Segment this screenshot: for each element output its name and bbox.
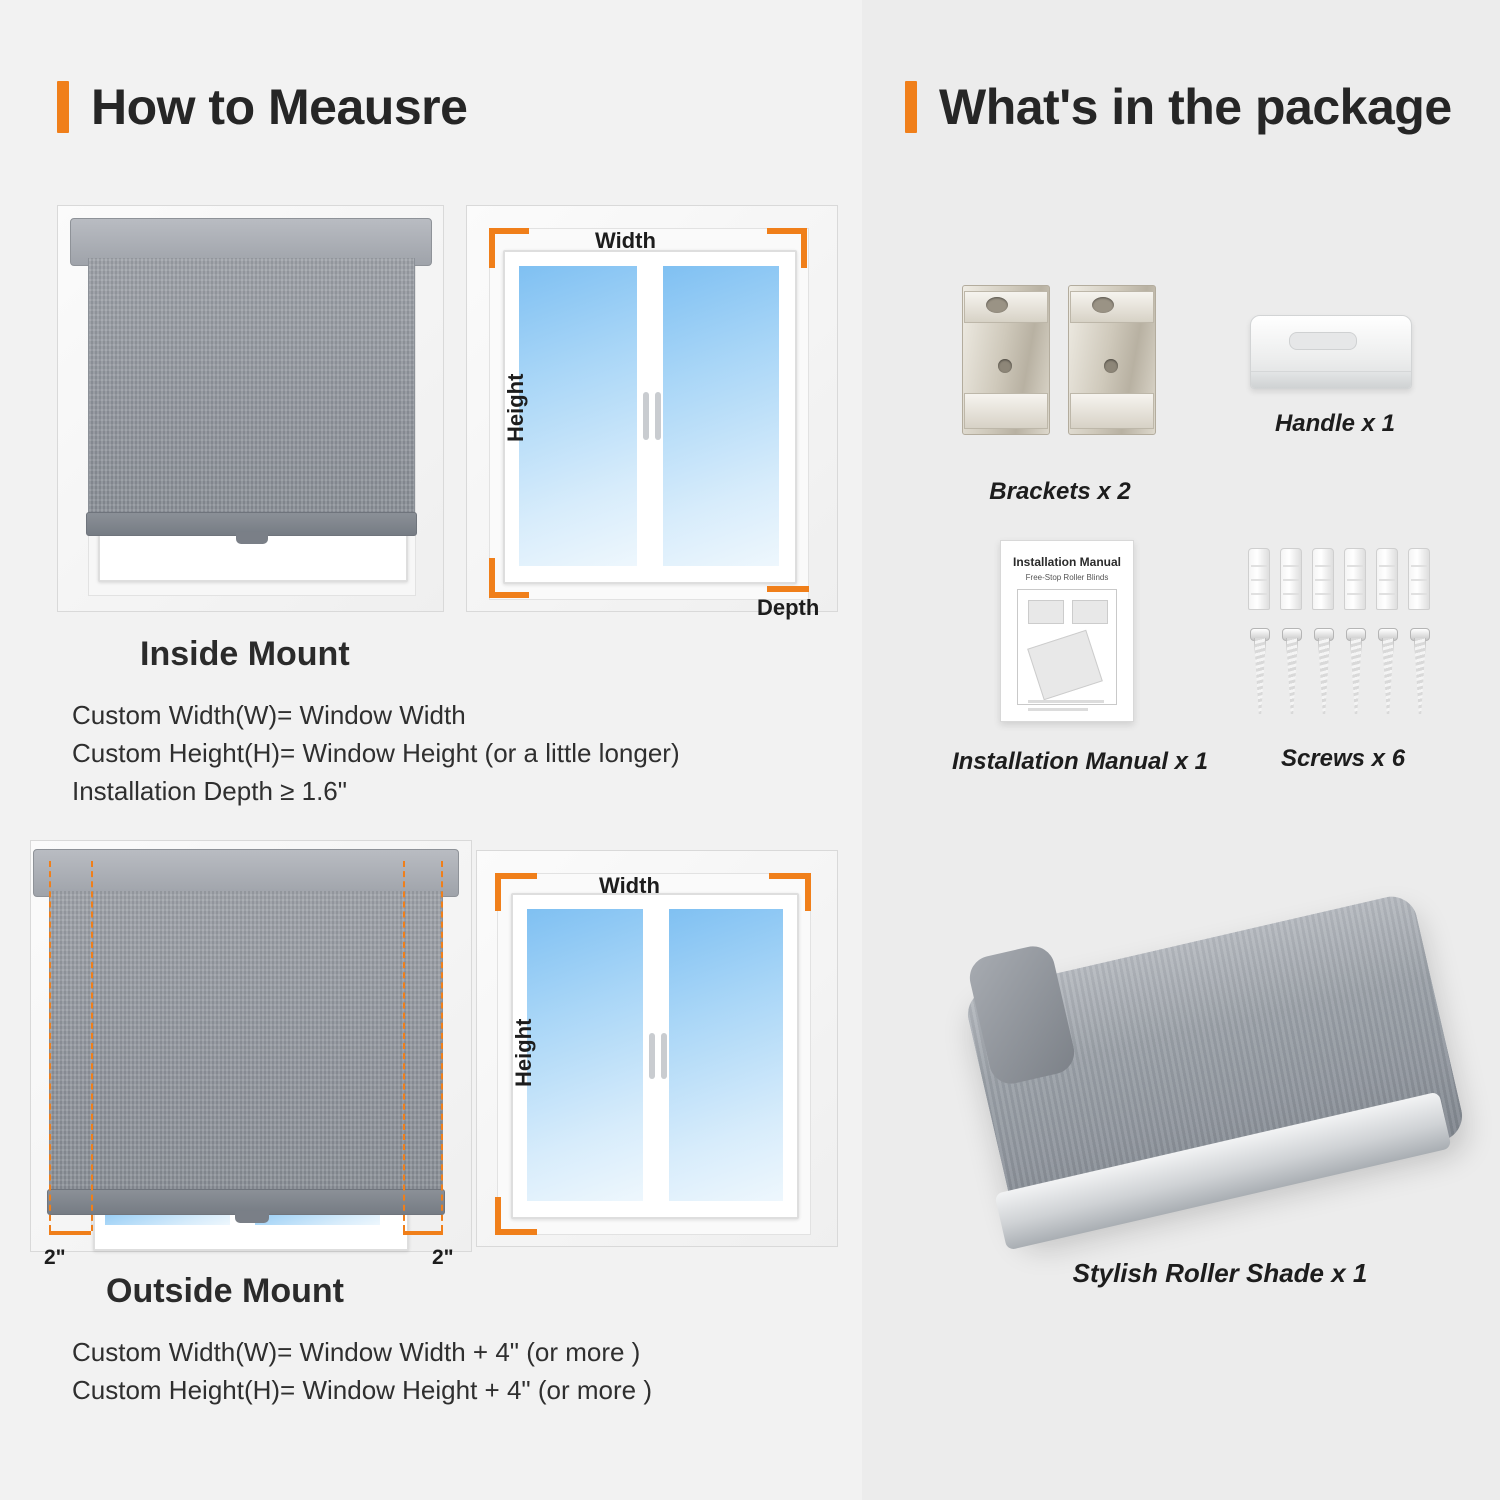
screw-shaft — [1350, 638, 1362, 714]
anchor-rib — [1379, 593, 1395, 595]
window-handle-icon — [655, 392, 661, 440]
window-handle-icon — [643, 392, 649, 440]
outside-mount-photo — [30, 840, 472, 1252]
shade-pull-tab — [236, 532, 268, 544]
screws-label: Screws x 6 — [1280, 745, 1406, 772]
accent-bar-icon — [905, 81, 917, 133]
window-glass-right — [659, 266, 779, 566]
anchor-rib — [1347, 565, 1363, 567]
measure-mark — [801, 228, 807, 268]
bracket-hole — [998, 359, 1012, 373]
screw-shaft — [1286, 638, 1298, 714]
screw — [1410, 628, 1430, 720]
label-overhang-right: 2" — [432, 1246, 454, 1269]
installation-manual-item — [1000, 540, 1134, 722]
anchor-rib — [1315, 593, 1331, 595]
window-handle-icon — [649, 1033, 655, 1079]
anchor-rib — [1315, 579, 1331, 581]
window-edge-guide-left — [91, 861, 93, 1231]
measure-mark — [495, 1229, 537, 1235]
screw-shaft — [1254, 638, 1266, 714]
screw-shaft — [1318, 638, 1330, 714]
inside-mount-note-1: Custom Width(W)= Window Width — [72, 700, 466, 730]
window-handle-icon — [661, 1033, 667, 1079]
window-frame — [511, 893, 799, 1219]
anchor-rib — [1379, 565, 1395, 567]
section-heading-package — [905, 78, 1452, 136]
anchor-rib — [1379, 579, 1395, 581]
outside-mount-note-2: Custom Height(H)= Window Height + 4" (or more ) — [72, 1375, 652, 1405]
handle-item — [1250, 315, 1412, 389]
label-depth: Depth — [757, 595, 820, 620]
outside-mount-note-1: Custom Width(W)= Window Width + 4" (or more ) — [72, 1337, 641, 1367]
inside-mount-note-2: Custom Height(H)= Window Height (or a little longer) — [72, 738, 680, 768]
anchor-rib — [1251, 565, 1267, 567]
measure-mark — [805, 873, 811, 911]
wall-anchor — [1312, 548, 1334, 610]
manual-label: Installation Manual x 1 — [951, 748, 1209, 775]
shade-fabric — [88, 258, 415, 516]
wall-anchor — [1408, 548, 1430, 610]
screw — [1314, 628, 1334, 720]
window-frame — [503, 250, 797, 584]
brackets-label: Brackets x 2 — [989, 478, 1131, 505]
measure-mark — [489, 228, 529, 234]
label-height: Height — [511, 1018, 536, 1087]
screw — [1250, 628, 1270, 720]
bracket-plate — [1070, 393, 1154, 429]
handle-label: Handle x 1 — [1274, 410, 1396, 437]
label-overhang-left: 2" — [44, 1246, 66, 1269]
anchor-rib — [1251, 579, 1267, 581]
screw-shaft — [1414, 638, 1426, 714]
window-glass-left — [527, 909, 645, 1201]
anchor-rib — [1411, 579, 1427, 581]
anchor-rib — [1251, 593, 1267, 595]
manual-text-line — [1028, 708, 1088, 711]
label-height: Height — [503, 373, 528, 442]
handle-grip-slot — [1289, 332, 1357, 350]
anchor-rib — [1347, 579, 1363, 581]
outside-mount-caption: Outside Mount — [106, 1272, 344, 1310]
inside-mount-caption: Inside Mount — [140, 635, 350, 673]
manual-figure — [1028, 600, 1064, 624]
outside-mount-diagram — [476, 850, 838, 1247]
anchor-rib — [1283, 579, 1299, 581]
bracket-hole — [986, 297, 1008, 313]
window-glass-left — [519, 266, 639, 566]
inside-mount-note-3: Installation Depth ≥ 1.6" — [72, 776, 347, 806]
wall-anchor — [1344, 548, 1366, 610]
anchor-rib — [1283, 565, 1299, 567]
wall-anchor — [1248, 548, 1270, 610]
wall-anchor — [1376, 548, 1398, 610]
inside-mount-photo — [57, 205, 444, 612]
manual-cover-subtitle: Free-Stop Roller Blinds — [1025, 573, 1109, 582]
measure-mark — [489, 228, 495, 268]
bracket-item-1 — [962, 285, 1050, 435]
overhang-guide-left — [49, 861, 51, 1231]
heading-text: What's in the package — [939, 79, 1452, 135]
anchor-rib — [1347, 593, 1363, 595]
screw — [1282, 628, 1302, 720]
roller-shade-label: Stylish Roller Shade x 1 — [1072, 1258, 1368, 1288]
roller-shade-product — [985, 940, 1445, 1190]
window-glass-right — [665, 909, 783, 1201]
shade-fabric — [49, 891, 443, 1191]
accent-bar-icon — [57, 81, 69, 133]
anchor-rib — [1411, 565, 1427, 567]
screw — [1378, 628, 1398, 720]
manual-cover-title: Installation Manual — [1012, 555, 1121, 569]
anchor-rib — [1283, 593, 1299, 595]
measure-mark-depth — [767, 586, 809, 592]
screw-shaft — [1382, 638, 1394, 714]
overhang-guide-right — [441, 861, 443, 1231]
overhang-measure-right — [403, 1231, 443, 1235]
bracket-plate — [964, 393, 1048, 429]
wall-anchor — [1280, 548, 1302, 610]
section-heading-how-to-measure — [57, 78, 467, 136]
inside-mount-diagram — [466, 205, 838, 612]
manual-cover-illustration — [1017, 589, 1117, 705]
heading-text: How to Meausre — [91, 79, 468, 135]
bracket-hole — [1092, 297, 1114, 313]
anchor-rib — [1411, 593, 1427, 595]
anchor-rib — [1315, 565, 1331, 567]
bracket-item-2 — [1068, 285, 1156, 435]
manual-figure — [1072, 600, 1108, 624]
shade-headrail — [33, 849, 459, 897]
manual-text-line — [1028, 700, 1104, 703]
measure-mark — [489, 592, 529, 598]
shade-pull-tab — [235, 1211, 269, 1223]
overhang-measure-left — [49, 1231, 91, 1235]
label-width: Width — [599, 873, 660, 898]
window-edge-guide-right — [403, 861, 405, 1231]
bracket-hole — [1104, 359, 1118, 373]
measure-mark — [495, 873, 537, 879]
label-width: Width — [595, 228, 656, 253]
handle-lip — [1251, 371, 1411, 388]
screw — [1346, 628, 1366, 720]
manual-figure — [1027, 630, 1103, 701]
